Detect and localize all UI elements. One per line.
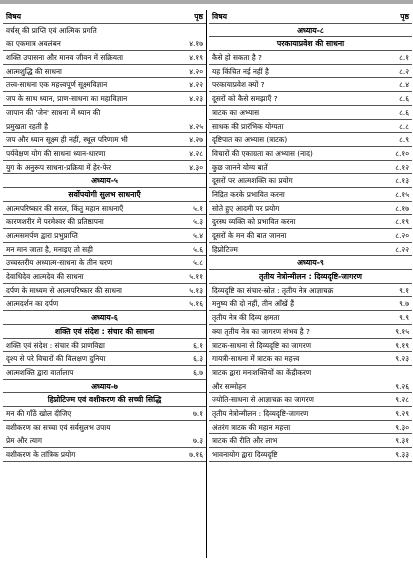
toc-entry (3, 339, 206, 353)
toc-entry-page: ९.१ (399, 285, 409, 295)
chapter-title-text: हिप्नोटिज्म एवं वशीकरण की सच्ची सिद्धि (47, 395, 162, 405)
toc-entry-page: ९.३१ (395, 436, 409, 446)
toc-entry-title: तत्त्व-साधना एक महत्त्वपूर्ण सूक्ष्मविज्ञान (6, 80, 108, 90)
toc-entry-title: शक्ति उपासना और मानव जीवन में सक्रियता (6, 53, 124, 63)
toc-entry-page: ५.१६ (189, 299, 203, 309)
toc-entry-title: जापान की 'जेन' साधना में ध्यान की (6, 107, 101, 117)
toc-entry (209, 106, 412, 120)
toc-entry-title: दूसरों पर आत्मशक्ति का प्रयोग (212, 176, 293, 186)
toc-entry (209, 120, 412, 134)
chapter-number-text: अध्याय-९ (297, 258, 324, 268)
toc-entry-title: आत्मदर्शन का दर्पण (6, 299, 59, 309)
toc-entry-page: ५.८ (193, 258, 203, 268)
toc-entry (209, 434, 412, 448)
toc-entry (209, 174, 412, 188)
toc-entry-title: तृतीय नेत्रोन्मीलन : दिव्यदृष्टि-जागरण (212, 408, 309, 418)
toc-entry-title: त्राटक की रीति और लाभ (212, 436, 278, 446)
toc-entry (209, 407, 412, 421)
chapter-number (3, 174, 206, 188)
chapter-title (3, 393, 206, 407)
toc-entry (3, 37, 206, 51)
toc-entry-title: प्रमुखता रहती है (6, 121, 48, 131)
toc-entry (209, 202, 412, 216)
toc-entry-title: विचारों की एकाग्रता का अभ्यास (नाद) (212, 148, 313, 158)
toc-entry (3, 92, 206, 106)
chapter-number-text: अध्याय-६ (91, 313, 118, 323)
toc-entry (209, 352, 412, 366)
toc-entry-title: शक्ति एवं संदेश : संचार की प्राणविद्या (6, 340, 105, 350)
toc-entry-title: आत्मसमर्पण द्वारा प्रभुप्राप्ति (6, 231, 78, 240)
toc-entry-page: ८.१९ (395, 217, 409, 227)
header-topic-label: विषय (6, 12, 21, 21)
toc-entry-page: ४.२५ (189, 121, 203, 131)
toc-entry (209, 215, 412, 229)
toc-entry (3, 161, 206, 175)
toc-entry (209, 243, 412, 257)
toc-entry-page: ४.२२ (189, 80, 203, 90)
toc-entry (209, 366, 412, 380)
toc-entry-page: ६.७ (193, 367, 203, 377)
toc-entry-page: ६.१ (193, 340, 203, 350)
toc-entry-page: ८.१५ (395, 189, 409, 199)
toc-entry-page: ७.१६ (189, 450, 203, 459)
toc-entry-page: ५.६ (193, 244, 203, 254)
toc-entry (209, 133, 412, 147)
toc-entry-page: ९.३० (395, 422, 409, 432)
toc-entry-page: ९.२३ (395, 354, 409, 364)
toc-entry-title: मन की गाँठें खोल दीजिए (6, 408, 72, 418)
toc-entry-page: ८.२ (399, 66, 409, 76)
toc-entry-title: वर्चस् की प्राप्ति एवं आत्मिक प्रगति (6, 25, 97, 35)
toc-entry-title: मन मान जाता है, मनाइए तो सही (6, 244, 93, 254)
chapter-number (209, 256, 412, 270)
toc-entry-title: प्रेम और त्याग (6, 436, 42, 446)
toc-entry-title: ज्योति-साधना से आज्ञाचक्र का जागरण (212, 395, 314, 405)
toc-entry-page: ८.१२ (395, 162, 409, 172)
toc-entry (209, 339, 412, 353)
toc-entry-title: कैसे हो सकता है ? (212, 53, 262, 63)
toc-entry-title: दिव्यदृष्टि का संचार-स्रोत : तृतीय नेत्र आज्ञाचक्र (212, 285, 334, 295)
toc-entry (3, 366, 206, 380)
toc-entry (3, 133, 206, 147)
toc-entry-title: वशीकरण के तांत्रिक प्रयोग (6, 450, 76, 459)
chapter-title-text: सर्वोपयोगी सुलभ साधनाएँ (68, 189, 141, 199)
toc-entry-title: साधक की प्रारंभिक योग्यता (212, 121, 284, 131)
toc-entry-page: ८.६ (399, 107, 409, 117)
toc-entry (209, 65, 412, 79)
toc-entry-page: ८.२२ (395, 244, 409, 254)
toc-entry-title: सोते हुए आदमी पर प्रयोग (212, 203, 280, 213)
toc-entry (3, 51, 206, 65)
toc-entry-page: ८.२० (395, 231, 409, 240)
toc-entry-title: मनुष्य की दो नहीं, तीन आँखें हैं (212, 299, 294, 309)
toc-entry-page: ८.१७ (395, 203, 409, 213)
toc-entry-page: ५.१३ (189, 285, 203, 295)
toc-entry-title: देवाधिदेव आत्मदेव की साधना (6, 272, 84, 282)
chapter-title-text: तृतीय नेत्रोन्मीलन : दिव्यदृष्टि-जागरण (259, 272, 362, 282)
toc-entry-title: क्या तृतीय नेत्र का जागरण संभव है ? (212, 326, 310, 336)
toc-entry-title: जप और ध्यान सूक्ष्म ही नहीं, स्थूल परिणाम भी (6, 135, 128, 145)
toc-entry (209, 92, 412, 106)
toc-entry-page: ७.३ (193, 436, 203, 446)
toc-entry-page: ४.१७ (189, 39, 203, 49)
toc-entry (3, 147, 206, 161)
header-page-label: पृष्ठ (400, 12, 409, 21)
toc-entry-page: ९.२८ (395, 395, 409, 405)
toc-entry (3, 297, 206, 311)
toc-entry-page: ८.१३ (395, 176, 409, 186)
toc-entry-title: कारणशरीर में परमेश्वर की प्रतिष्ठापना (6, 217, 104, 227)
toc-entry (209, 311, 412, 325)
chapter-number (3, 380, 206, 394)
toc-entry (3, 243, 206, 257)
chapter-number-text: अध्याय-८ (297, 25, 324, 35)
chapter-number (209, 24, 412, 38)
toc-entry (3, 407, 206, 421)
toc-entry-title: आत्मशुद्धि की साधना (6, 66, 62, 76)
toc-entry (209, 161, 412, 175)
header-page-label: पृष्ठ (194, 12, 203, 21)
toc-entry-page: ४.२८ (189, 148, 203, 158)
toc-entry-title: तृतीय नेत्र की दिव्य क्षमता (212, 313, 280, 323)
toc-entry (209, 448, 412, 462)
toc-entry-title: अंतरंग त्राटक की महान महत्ता (212, 422, 291, 432)
toc-entry-title: और सम्मोहन (212, 381, 247, 391)
toc-entry (3, 421, 206, 435)
contents-left-column (3, 10, 206, 462)
toc-entry (3, 106, 206, 120)
toc-entry-page: ९.२६ (395, 381, 409, 391)
toc-entry-title: भावनायोग द्वारा दिव्यदृष्टि (212, 450, 278, 459)
toc-entry-title: युग के अनुरूप साधना-प्रक्रिया में हेर-फेर (6, 162, 112, 172)
toc-entry-title: दृष्टिपात का अभ्यास (त्राटक) (212, 135, 288, 145)
right-column-header (209, 10, 412, 24)
toc-entry-title: पर्यवेक्षण योग की साधना ध्यान-धारणा (6, 148, 106, 158)
toc-entry-page: ८.६ (399, 94, 409, 104)
toc-entry-page: ५.११ (189, 272, 203, 282)
toc-entry-title: दूसरों को कैसे समझाएँ ? (212, 94, 278, 104)
toc-entry-page: ४.२७ (189, 135, 203, 145)
column-divider (206, 10, 207, 558)
toc-entry (209, 380, 412, 394)
toc-entry (3, 202, 206, 216)
toc-entry-page: ९.३३ (395, 450, 409, 459)
toc-entry-title: दुरस्थ व्यक्ति को प्रभावित करना (212, 217, 296, 227)
toc-entry-page: ५.४ (193, 231, 203, 240)
toc-entry-title: दृश्य से परे विचारों की विलक्षण दुनिया (6, 354, 106, 364)
toc-entry-page: ४.३० (189, 162, 203, 172)
chapter-title (209, 270, 412, 284)
toc-entry (3, 120, 206, 134)
toc-entry (3, 256, 206, 270)
toc-entry-title: उच्चस्तरीय अध्यात्म-साधना के तीन चरण (6, 258, 113, 268)
chapter-title-text: परकायाप्रवेश की साधना (276, 39, 345, 49)
toc-entry-page: ४.१९ (189, 53, 203, 63)
toc-entry-title: जप के साथ ध्यान, प्राण-साधना का महाविज्ञान (6, 94, 128, 104)
chapter-title (3, 325, 206, 339)
toc-entry-page: ९.७ (399, 299, 409, 309)
toc-entry (209, 51, 412, 65)
toc-entry-page: ७.१ (193, 408, 203, 418)
toc-entry-page: ९.२९ (395, 408, 409, 418)
toc-entry-page: ६.३ (193, 354, 203, 364)
toc-entry (209, 188, 412, 202)
toc-entry-title: निद्रित करके प्रभावित करना (212, 189, 285, 199)
toc-entry-title: त्राटक द्वारा मनःशक्तियों का केंद्रीकरण (212, 367, 312, 377)
toc-entry-title: आत्मपरिष्कार की सरल, किंतु महान साधनाएँ (6, 203, 124, 213)
toc-entry (3, 270, 206, 284)
toc-entry (3, 24, 206, 38)
toc-entry-page: ८.९ (399, 135, 409, 145)
toc-entry-title: त्राटक का अभ्यास (212, 107, 259, 117)
toc-entry-title: वशीकरण का सच्चा एवं सर्वसुलभ उपाय (6, 422, 111, 432)
toc-entry-page: ९.१९ (395, 340, 409, 350)
contents-right-column (209, 10, 412, 462)
toc-entry-page: ५.१ (193, 203, 203, 213)
toc-entry-page: ८.१ (399, 53, 409, 63)
toc-entry-title: गायत्री-साधना में त्राटक का महत्त्व (212, 354, 300, 364)
toc-entry-page: ८.४ (399, 80, 409, 90)
toc-entry-page: ८.१० (395, 148, 409, 158)
toc-entry (209, 147, 412, 161)
toc-entry-title: दूसरों के मन की बात जानना (212, 231, 287, 240)
toc-entry (209, 297, 412, 311)
toc-entry-title: त्राटक-साधना से दिव्यदृष्टि का जागरण (212, 340, 311, 350)
toc-entry (3, 78, 206, 92)
chapter-number-text: अध्याय-७ (91, 381, 118, 391)
chapter-title-text: शक्ति एवं संदेश : संचार की साधना (54, 326, 155, 336)
toc-entry-title: हिप्नोटिज्म (212, 244, 238, 254)
toc-entry-page: ४.२३ (189, 94, 203, 104)
toc-entry (3, 229, 206, 243)
toc-entry-title: परकायाप्रवेश क्यों ? (212, 80, 265, 90)
toc-entry-page: ५.३ (193, 217, 203, 227)
left-column-header (3, 10, 206, 24)
toc-entry (209, 393, 412, 407)
toc-entry-page: ९.१५ (395, 326, 409, 336)
toc-entry-title: दर्पण के माध्यम से आत्मपरिष्कार की साधना (6, 285, 122, 295)
toc-entry-title: कुछ जानने योग्य बातें (212, 162, 268, 172)
chapter-title (209, 37, 412, 51)
header-topic-label: विषय (212, 12, 227, 21)
chapter-number-text: अध्याय-५ (91, 176, 118, 186)
top-border (0, 0, 413, 4)
toc-entry-page: ८.८ (399, 121, 409, 131)
chapter-title (3, 188, 206, 202)
toc-entry-title: का एकमात्र अवलंबन (6, 39, 61, 49)
toc-entry-page: ४.२० (189, 66, 203, 76)
chapter-number (3, 311, 206, 325)
toc-entry-title: यह किंचित नई नहीं है (212, 66, 269, 76)
toc-entry (209, 78, 412, 92)
toc-entry (209, 229, 412, 243)
toc-entry-title: आत्मशक्ति द्वारा वार्तालाप (6, 367, 74, 377)
toc-entry (3, 284, 206, 298)
toc-entry (209, 325, 412, 339)
toc-entry (3, 215, 206, 229)
toc-entry (3, 65, 206, 79)
toc-entry (209, 421, 412, 435)
toc-entry (3, 448, 206, 462)
toc-entry (3, 352, 206, 366)
toc-entry-page: ९.९ (399, 313, 409, 323)
toc-entry (3, 434, 206, 448)
toc-entry (209, 284, 412, 298)
